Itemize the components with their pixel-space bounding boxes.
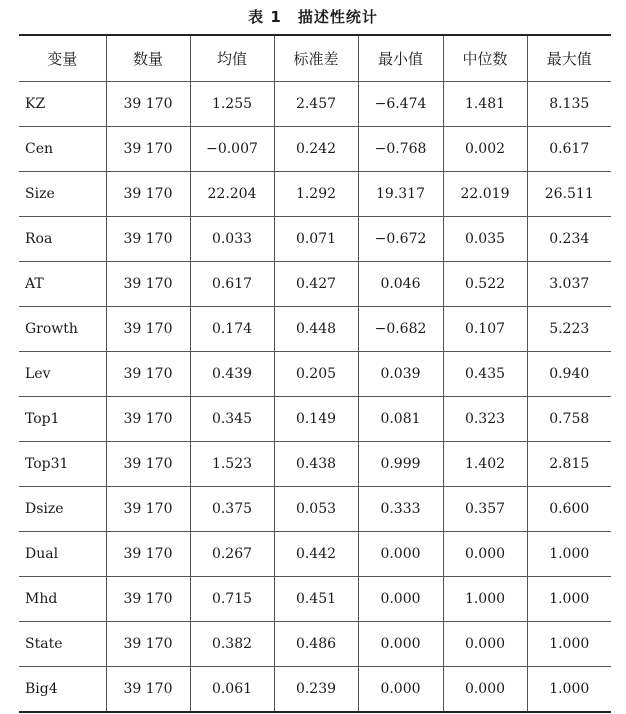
table-cell: 3.037 — [527, 262, 611, 307]
table-cell: 0.375 — [190, 487, 274, 532]
table-caption: 描述性统计 — [297, 8, 378, 26]
table-cell: −0.007 — [190, 127, 274, 172]
table-cell: 0.000 — [443, 667, 527, 713]
table-cell: 1.000 — [527, 667, 611, 713]
table-cell: 0.000 — [358, 622, 443, 667]
table-cell: 0.174 — [190, 307, 274, 352]
table-cell: 0.438 — [274, 442, 358, 487]
table-cell: 0.053 — [274, 487, 358, 532]
table-cell: 0.715 — [190, 577, 274, 622]
table-row — [19, 577, 611, 622]
table-cell: 39 170 — [106, 127, 190, 172]
table-cell: 0.107 — [443, 307, 527, 352]
table-cell: 0.522 — [443, 262, 527, 307]
table-cell: 39 170 — [106, 622, 190, 667]
table-cell: 0.000 — [443, 622, 527, 667]
table-cell: −0.672 — [358, 217, 443, 262]
table-cell: 19.317 — [358, 172, 443, 217]
table-cell: 22.204 — [190, 172, 274, 217]
table-row — [19, 622, 611, 667]
variable-name-cell: Size — [19, 172, 106, 217]
table-row — [19, 667, 611, 713]
table-cell: 0.149 — [274, 397, 358, 442]
table-cell: 39 170 — [106, 397, 190, 442]
column-header: 最小值 — [358, 35, 443, 82]
variable-name-cell: Growth — [19, 307, 106, 352]
column-header: 标准差 — [274, 35, 358, 82]
table-cell: 1.255 — [190, 82, 274, 127]
table-cell: 39 170 — [106, 217, 190, 262]
table-cell: 26.511 — [527, 172, 611, 217]
table-number: 表 1 — [248, 8, 282, 26]
table-cell: 0.061 — [190, 667, 274, 713]
table-cell: 0.486 — [274, 622, 358, 667]
table-cell: 0.333 — [358, 487, 443, 532]
table-cell: 0.600 — [527, 487, 611, 532]
variable-name-cell: Dsize — [19, 487, 106, 532]
table-cell: 0.382 — [190, 622, 274, 667]
table-cell: 1.292 — [274, 172, 358, 217]
column-header: 均值 — [190, 35, 274, 82]
column-header: 中位数 — [443, 35, 527, 82]
table-row — [19, 262, 611, 307]
table-cell: 0.323 — [443, 397, 527, 442]
table-cell: 1.402 — [443, 442, 527, 487]
table-cell: 0.617 — [190, 262, 274, 307]
table-cell: 1.000 — [527, 577, 611, 622]
variable-name-cell: State — [19, 622, 106, 667]
table-cell: 0.000 — [358, 577, 443, 622]
table-cell: 2.457 — [274, 82, 358, 127]
table-cell: −0.682 — [358, 307, 443, 352]
table-row — [19, 352, 611, 397]
table-row — [19, 397, 611, 442]
table-cell: 0.357 — [443, 487, 527, 532]
table-cell: 0.035 — [443, 217, 527, 262]
table-cell: 0.267 — [190, 532, 274, 577]
table-cell: 39 170 — [106, 442, 190, 487]
table-cell: −6.474 — [358, 82, 443, 127]
variable-name-cell: Big4 — [19, 667, 106, 713]
table-cell: 0.002 — [443, 127, 527, 172]
table-row — [19, 217, 611, 262]
table-cell: 0.081 — [358, 397, 443, 442]
table-cell: 39 170 — [106, 577, 190, 622]
table-cell: 0.427 — [274, 262, 358, 307]
table-cell: 0.000 — [358, 532, 443, 577]
variable-name-cell: Roa — [19, 217, 106, 262]
table-cell: 39 170 — [106, 262, 190, 307]
table-cell: 0.451 — [274, 577, 358, 622]
table-cell: 1.523 — [190, 442, 274, 487]
table-cell: 39 170 — [106, 532, 190, 577]
variable-name-cell: AT — [19, 262, 106, 307]
table-row — [19, 82, 611, 127]
table-cell: 0.000 — [443, 532, 527, 577]
table-cell: 1.000 — [527, 622, 611, 667]
table-cell: 1.000 — [443, 577, 527, 622]
table-cell: 0.999 — [358, 442, 443, 487]
table-cell: 8.135 — [527, 82, 611, 127]
table-cell: 39 170 — [106, 352, 190, 397]
column-header: 变量 — [19, 35, 106, 82]
variable-name-cell: Dual — [19, 532, 106, 577]
column-header: 数量 — [106, 35, 190, 82]
table-row — [19, 172, 611, 217]
table-cell: 0.234 — [527, 217, 611, 262]
table-cell: 0.033 — [190, 217, 274, 262]
variable-name-cell: Lev — [19, 352, 106, 397]
table-cell: 0.448 — [274, 307, 358, 352]
table-body — [19, 82, 611, 713]
table-cell: 0.442 — [274, 532, 358, 577]
table-cell: 0.940 — [527, 352, 611, 397]
variable-name-cell: Top1 — [19, 397, 106, 442]
table-cell: 0.039 — [358, 352, 443, 397]
variable-name-cell: Top31 — [19, 442, 106, 487]
table-cell: 0.046 — [358, 262, 443, 307]
variable-name-cell: Cen — [19, 127, 106, 172]
table-row — [19, 442, 611, 487]
table-cell: 39 170 — [106, 172, 190, 217]
table-title — [0, 6, 626, 27]
table-row — [19, 487, 611, 532]
table-cell: 0.345 — [190, 397, 274, 442]
table-row — [19, 532, 611, 577]
table-cell: 0.071 — [274, 217, 358, 262]
descriptive-statistics-table — [19, 34, 611, 713]
table-cell: 5.223 — [527, 307, 611, 352]
table-cell: 39 170 — [106, 82, 190, 127]
column-header: 最大值 — [527, 35, 611, 82]
table-cell: 0.000 — [358, 667, 443, 713]
table-cell: 0.617 — [527, 127, 611, 172]
table-cell: 39 170 — [106, 487, 190, 532]
table-row — [19, 307, 611, 352]
header-row — [19, 35, 611, 82]
table-cell: 2.815 — [527, 442, 611, 487]
table-cell: 0.205 — [274, 352, 358, 397]
table-cell: 0.239 — [274, 667, 358, 713]
table-cell: 39 170 — [106, 307, 190, 352]
table-cell: −0.768 — [358, 127, 443, 172]
table-row — [19, 127, 611, 172]
table-cell: 0.758 — [527, 397, 611, 442]
variable-name-cell: KZ — [19, 82, 106, 127]
table-cell: 0.439 — [190, 352, 274, 397]
table-cell: 22.019 — [443, 172, 527, 217]
variable-name-cell: Mhd — [19, 577, 106, 622]
table-cell: 1.000 — [527, 532, 611, 577]
table-cell: 0.435 — [443, 352, 527, 397]
table-cell: 0.242 — [274, 127, 358, 172]
table-cell: 39 170 — [106, 667, 190, 713]
table-cell: 1.481 — [443, 82, 527, 127]
